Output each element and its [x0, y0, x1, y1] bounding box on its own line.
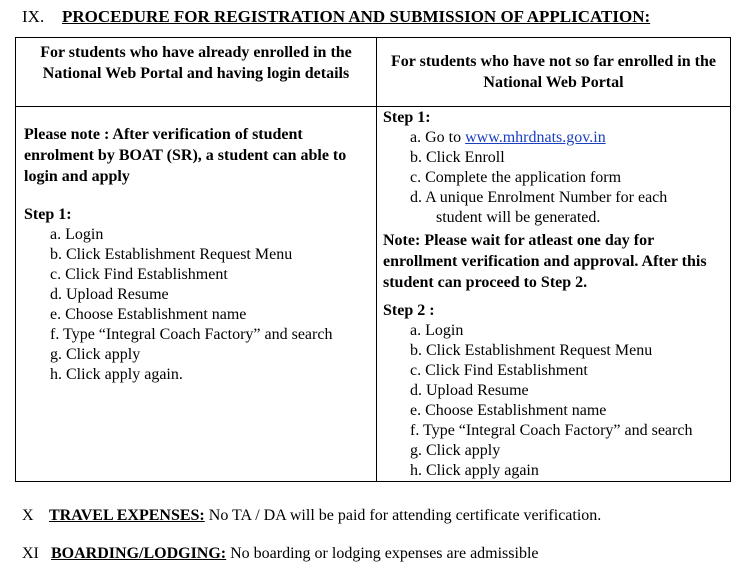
step-item: a. Login — [50, 226, 104, 243]
step-item: h. Click apply again — [410, 462, 539, 479]
left-column-body — [16, 107, 377, 482]
section-x-travel — [22, 505, 601, 526]
step-item: g. Click apply — [410, 442, 501, 459]
section-xi-boarding — [22, 543, 539, 564]
step-item: h. Click apply again. — [50, 366, 183, 383]
section-ix-heading — [22, 6, 650, 28]
left-column-header: For students who have already enrolled in the National Web Portal and having login details — [16, 38, 377, 107]
step1-item-d: d. A unique Enrolment Number for each — [410, 189, 668, 206]
procedure-table — [15, 37, 731, 482]
step-item: e. Choose Establishment name — [410, 402, 607, 419]
left-step-list — [24, 225, 366, 385]
section-number: IX. — [22, 7, 45, 26]
section-title: BOARDING/LODGING: — [51, 545, 227, 562]
right-step1-label: Step 1: — [383, 109, 431, 126]
verification-note: Note: Please wait for atleast one day for enrollment verification and approval. After this student can proceed to Step 2. — [383, 232, 707, 291]
step1-item-a: a. Go to www.mhrdnats.gov.in — [410, 129, 606, 146]
section-title: TRAVEL EXPENSES: — [49, 507, 205, 524]
left-step1-label: Step 1: — [24, 206, 72, 223]
step-item: c. Click Find Establishment — [50, 266, 228, 283]
step1-item-c: c. Complete the application form — [410, 169, 622, 186]
step-item: c. Click Find Establishment — [410, 362, 588, 379]
section-number: X — [22, 507, 34, 524]
step-item: b. Click Establishment Request Menu — [50, 246, 293, 263]
enrolled-note: Please note : After verification of student enrolment by BOAT (SR), a student can able to login and apply — [24, 126, 347, 185]
step-item: g. Click apply — [50, 346, 141, 363]
step-item: f. Type “Integral Coach Factory” and search — [410, 422, 693, 439]
step-item: d. Upload Resume — [410, 382, 529, 399]
section-text: No TA / DA will be paid for attending certificate verification. — [204, 507, 602, 524]
step-item: e. Choose Establishment name — [50, 306, 247, 323]
step-item: d. Upload Resume — [50, 286, 169, 303]
step1-item-d-cont: student will be generated. — [436, 209, 601, 226]
right-column-header: For students who have not so far enrolled in the National Web Portal — [377, 38, 731, 107]
portal-link[interactable]: www.mhrdnats.gov.in — [465, 129, 606, 146]
section-title: PROCEDURE FOR REGISTRATION AND SUBMISSION OF APPLICATION: — [62, 7, 651, 26]
right-column-body — [377, 107, 731, 482]
section-number: XI — [22, 545, 39, 562]
right-step2-list — [383, 321, 722, 481]
step-item: a. Login — [410, 322, 464, 339]
step1-item-b: b. Click Enroll — [410, 149, 505, 166]
right-step2-label: Step 2 : — [383, 302, 435, 319]
step-item: b. Click Establishment Request Menu — [410, 342, 653, 359]
section-text: No boarding or lodging expenses are admissible — [226, 545, 539, 562]
step-item: f. Type “Integral Coach Factory” and search — [50, 326, 333, 343]
